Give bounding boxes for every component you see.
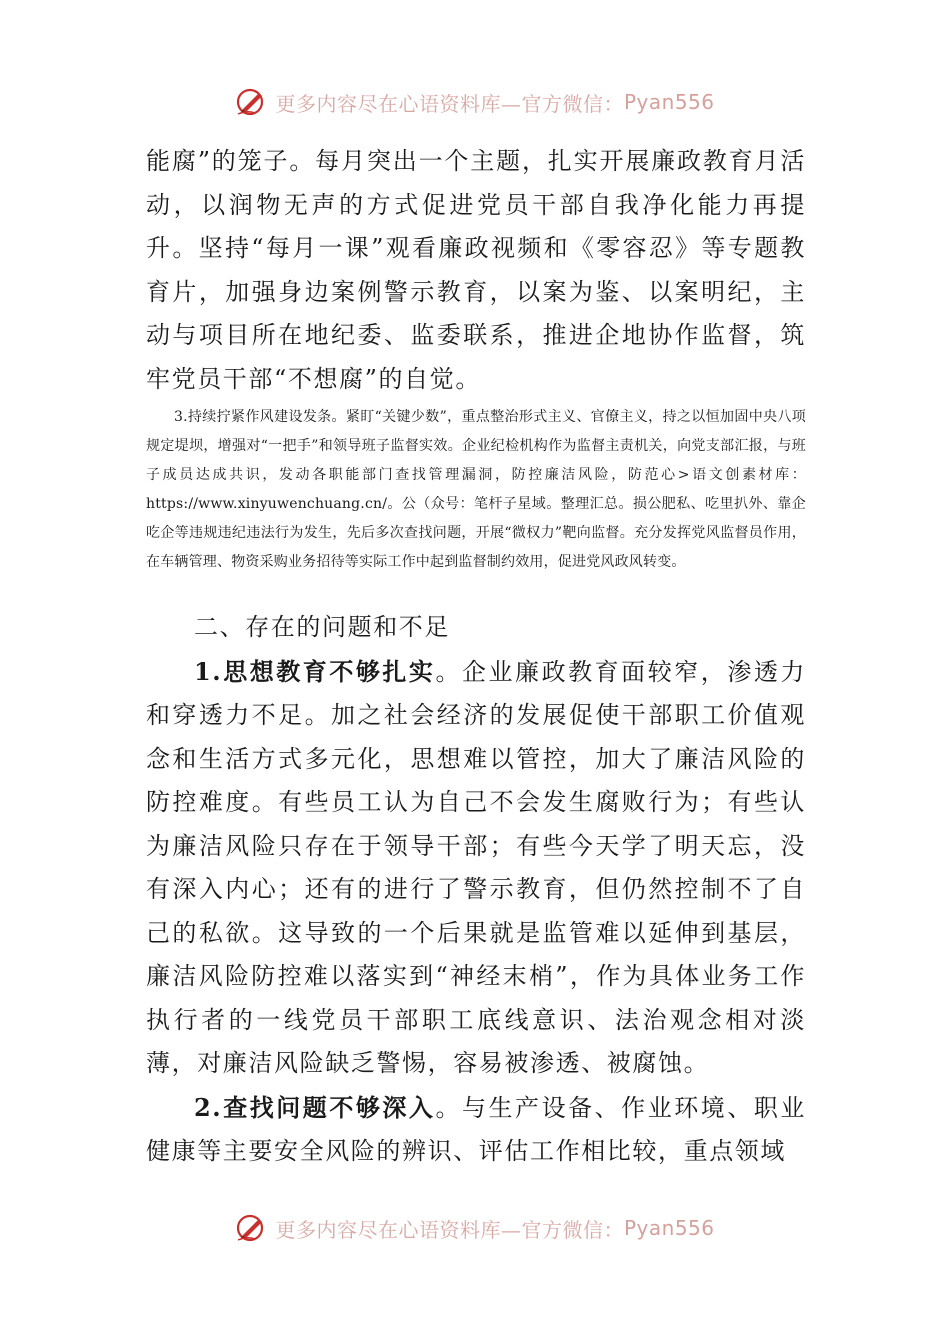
paragraph-problem-2 bbox=[146, 1086, 806, 1174]
problem-1-title: 1.思想教育不够扎实 bbox=[194, 656, 436, 686]
paragraph-item-3: 3.持续拧紧作风建设发条。紧盯“关键少数”，重点整治形式主义、官僚主义，持之以恒加固中央八项规定堤坝，增强对“一把手”和领导班子监督实效。企业纪检机构作为监督主责机关，向党支部汇报，与班子成员达成共识，发动各职能部门查找管理漏洞，防控廉洁风险，防范心>语文创素材库：https://www.xinyuwenchuang.cn/。公（众号：笔杆子星域。整理汇总。损公肥私、吃里扒外、靠企吃企等违规违纪违法行为发生，先后多次查找问题，开展“微权力”靶向监督。充分发挥党风监督员作用，在车辆管理、物资采购业务招待等实际工作中起到监督制约效用，促进党风政风转变。 bbox=[146, 409, 806, 570]
body-text-block-2 bbox=[146, 403, 806, 577]
problem-2-title: 2.查找问题不够深入 bbox=[194, 1092, 436, 1122]
pen-nib-logo-icon bbox=[235, 1213, 269, 1243]
paragraph-problem-1 bbox=[146, 650, 806, 1086]
footer-banner bbox=[0, 1210, 950, 1246]
paragraph-continuation: 能腐”的笼子。每月突出一个主题，扎实开展廉政教育月活动，以润物无声的方式促进党员干部自我净化能力再提升。坚持“每月一课”观看廉政视频和《零容忍》等专题教育片，加强身边案例警示教育，以案为鉴、以案明纪，主动与项目所在地纪委、监委联系，推进企地协作监督，筑牢党员干部“不想腐”的自觉。 bbox=[146, 147, 806, 393]
header-banner bbox=[0, 84, 950, 120]
banner-text: 更多内容尽在心语资料库—官方微信： bbox=[275, 1217, 624, 1242]
body-text-block-1 bbox=[146, 140, 806, 401]
body-text-block-3 bbox=[146, 606, 806, 1174]
problem-1-text: 。企业廉政教育面较窄，渗透力和穿透力不足。加之社会经济的发展促使干部职工价值观念和生活方式多元化，思想难以管控，加大了廉洁风险的防控难度。有些员工认为自己不会发生腐败行为；有些认为廉洁风险只存在于领导干部；有些今天学了明天忘，没有深入内心；还有的进行了警示教育，但仍然控制不了自己的私欲。这导致的一个后果就是监管难以延伸到基层，廉洁风险防控难以落实到“神经末梢”，作为具体业务工作执行者的一线党员干部职工底线意识、法治观念相对淡薄，对廉洁风险缺乏警惕，容易被渗透、被腐蚀。 bbox=[146, 657, 806, 1077]
problem-2-text: 。与生产设备、作业环境、职业健康等主要安全风险的辨识、评估工作相比较，重点领域 bbox=[146, 1093, 806, 1165]
banner-wechat-id: Pyan556 bbox=[623, 1216, 715, 1240]
banner-wechat-id: Pyan556 bbox=[623, 90, 715, 114]
pen-nib-logo-icon bbox=[235, 87, 269, 117]
banner-text: 更多内容尽在心语资料库—官方微信： bbox=[275, 91, 624, 116]
section-heading: 二、存在的问题和不足 bbox=[194, 613, 450, 641]
